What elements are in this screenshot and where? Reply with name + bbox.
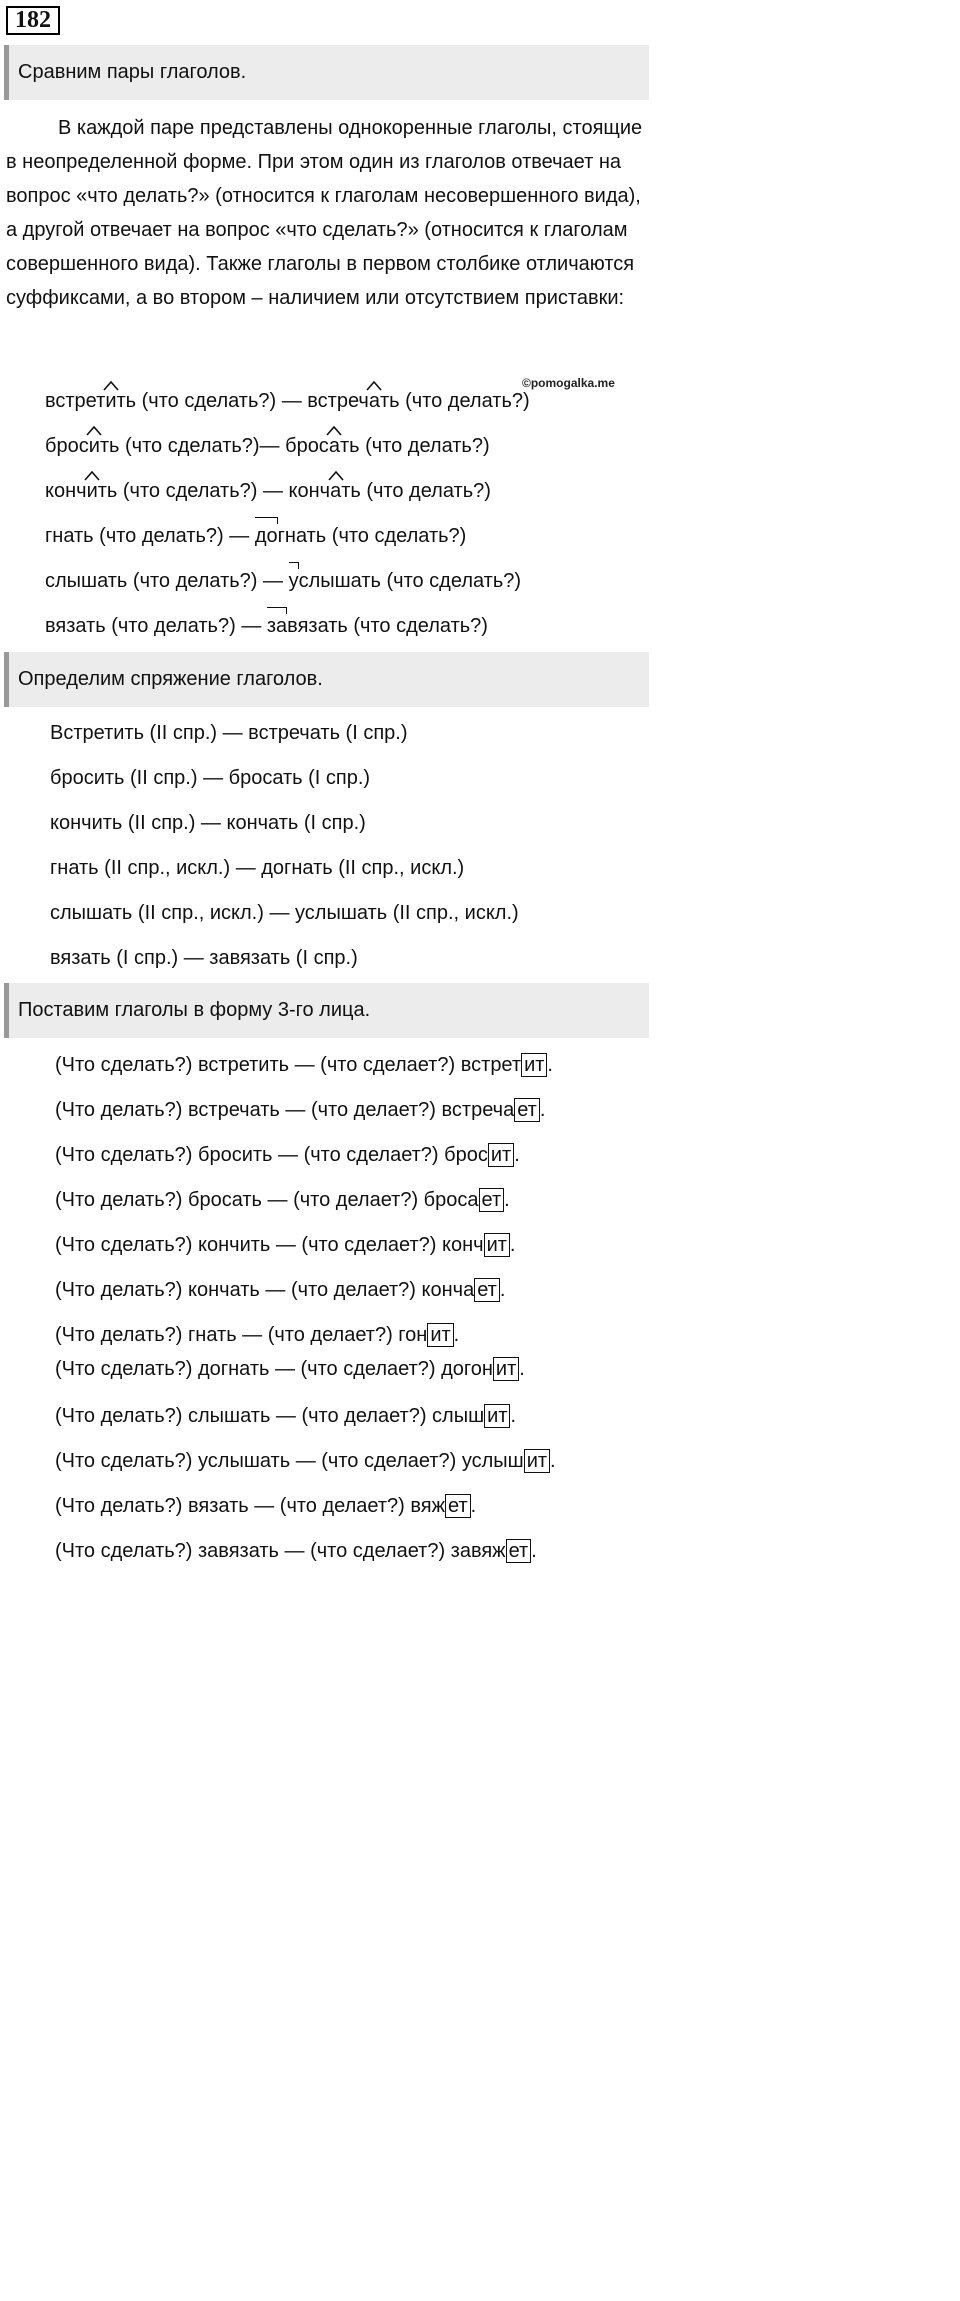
suffix-hat-mark xyxy=(103,381,119,391)
third-person-line: (Что делать?) вязать — (что делает?) вяж ет . xyxy=(55,1495,477,1517)
conjugation-line: гнать (II спр., искл.) — догнать (II спр., искл.) xyxy=(50,857,465,879)
prefix-mark xyxy=(267,607,287,614)
prefix-mark xyxy=(289,562,299,569)
third-person-line: (Что сделать?) завязать — (что сделает?) завяж ет . xyxy=(55,1540,537,1562)
watermark: ©pomogalka.me xyxy=(522,376,615,390)
verb-pair-line: брос ить (что сделать?)— брос ать (что делать?) xyxy=(45,435,490,458)
ending-box: ит xyxy=(484,1404,510,1428)
conjugation-line: слышать (II спр., искл.) — услышать (II спр., искл.) xyxy=(50,902,519,924)
ending-box: ет xyxy=(479,1188,505,1212)
section-heading-third-person: Поставим глаголы в форму 3-го лица. xyxy=(4,983,649,1038)
ending-box: ит xyxy=(484,1233,510,1257)
third-person-line: (Что делать?) гнать — (что делает?) гон ит . xyxy=(55,1324,460,1346)
third-person-line: (Что делать?) встречать — (что делает?) встреча ет . xyxy=(55,1099,546,1121)
third-person-line: (Что сделать?) встретить — (что сделает?) встрет ит . xyxy=(55,1054,553,1076)
verb-pair-line: конч ить (что сделать?) — конч ать (что делать?) xyxy=(45,480,491,503)
third-person-line: (Что сделать?) услышать — (что сделает?) услыш ит . xyxy=(55,1450,556,1472)
ending-box: ет xyxy=(474,1278,500,1302)
verb-pair-line: гнать (что делать?) — догнать (что сделать?) xyxy=(45,525,466,548)
third-person-line: (Что делать?) бросать — (что делает?) броса ет . xyxy=(55,1189,510,1211)
ending-box: ит xyxy=(521,1053,547,1077)
ending-box: ет xyxy=(445,1494,471,1518)
verb-pair-line: вязать (что делать?) — завязать (что сделать?) xyxy=(45,615,488,638)
conjugation-line: бросить (II спр.) — бросать (I спр.) xyxy=(50,767,371,789)
third-person-line: (Что сделать?) кончить — (что сделает?) конч ит . xyxy=(55,1234,516,1256)
suffix-hat-mark xyxy=(328,471,344,481)
conjugation-line: кончить (II спр.) — кончать (I спр.) xyxy=(50,812,366,834)
suffix-hat-mark xyxy=(366,381,382,391)
ending-box: ит xyxy=(493,1357,519,1381)
suffix-hat-mark xyxy=(86,426,102,436)
ending-box: ет xyxy=(506,1539,532,1563)
conjugation-line: вязать (I спр.) — завязать (I спр.) xyxy=(50,947,358,969)
third-person-line: (Что делать?) слышать — (что делает?) слыш ит . xyxy=(55,1405,517,1427)
verb-pair-line: встрет ить (что сделать?) — встреч ать (что делать?) xyxy=(45,390,530,413)
section-heading-compare: Сравним пары глаголов. xyxy=(4,45,649,100)
ending-box: ет xyxy=(514,1098,540,1122)
suffix-hat-mark xyxy=(326,426,342,436)
explanation-paragraph: В каждой паре представлены однокоренные глаголы, стоящие в неопределенной форме. При этом один из глаголов отвечает на вопрос «что делать?» (относится к глаголам несовершенного вида), а другой отвечает на вопрос «что сделать?» (относится к глаголам совершенного вида). Также глаголы в первом столбике отличаются суффиксами, а во втором – наличием или отсутствием приставки: xyxy=(6,117,643,309)
third-person-line: (Что делать?) кончать — (что делает?) конча ет . xyxy=(55,1279,506,1301)
third-person-line: (Что сделать?) догнать — (что сделает?) догон ит . xyxy=(55,1358,525,1380)
section-heading-conjugation: Определим спряжение глаголов. xyxy=(4,652,649,707)
ending-box: ит xyxy=(524,1449,550,1473)
suffix-hat-mark xyxy=(84,471,100,481)
ending-box: ит xyxy=(427,1323,453,1347)
ending-box: ит xyxy=(488,1143,514,1167)
verb-pair-line: слышать (что делать?) — услышать (что сделать?) xyxy=(45,570,521,593)
third-person-line: (Что сделать?) бросить — (что сделает?) брос ит . xyxy=(55,1144,520,1166)
prefix-mark xyxy=(255,517,278,524)
task-number-badge: 182 xyxy=(6,6,60,35)
conjugation-line: Встретить (II спр.) — встречать (I спр.) xyxy=(50,722,408,744)
